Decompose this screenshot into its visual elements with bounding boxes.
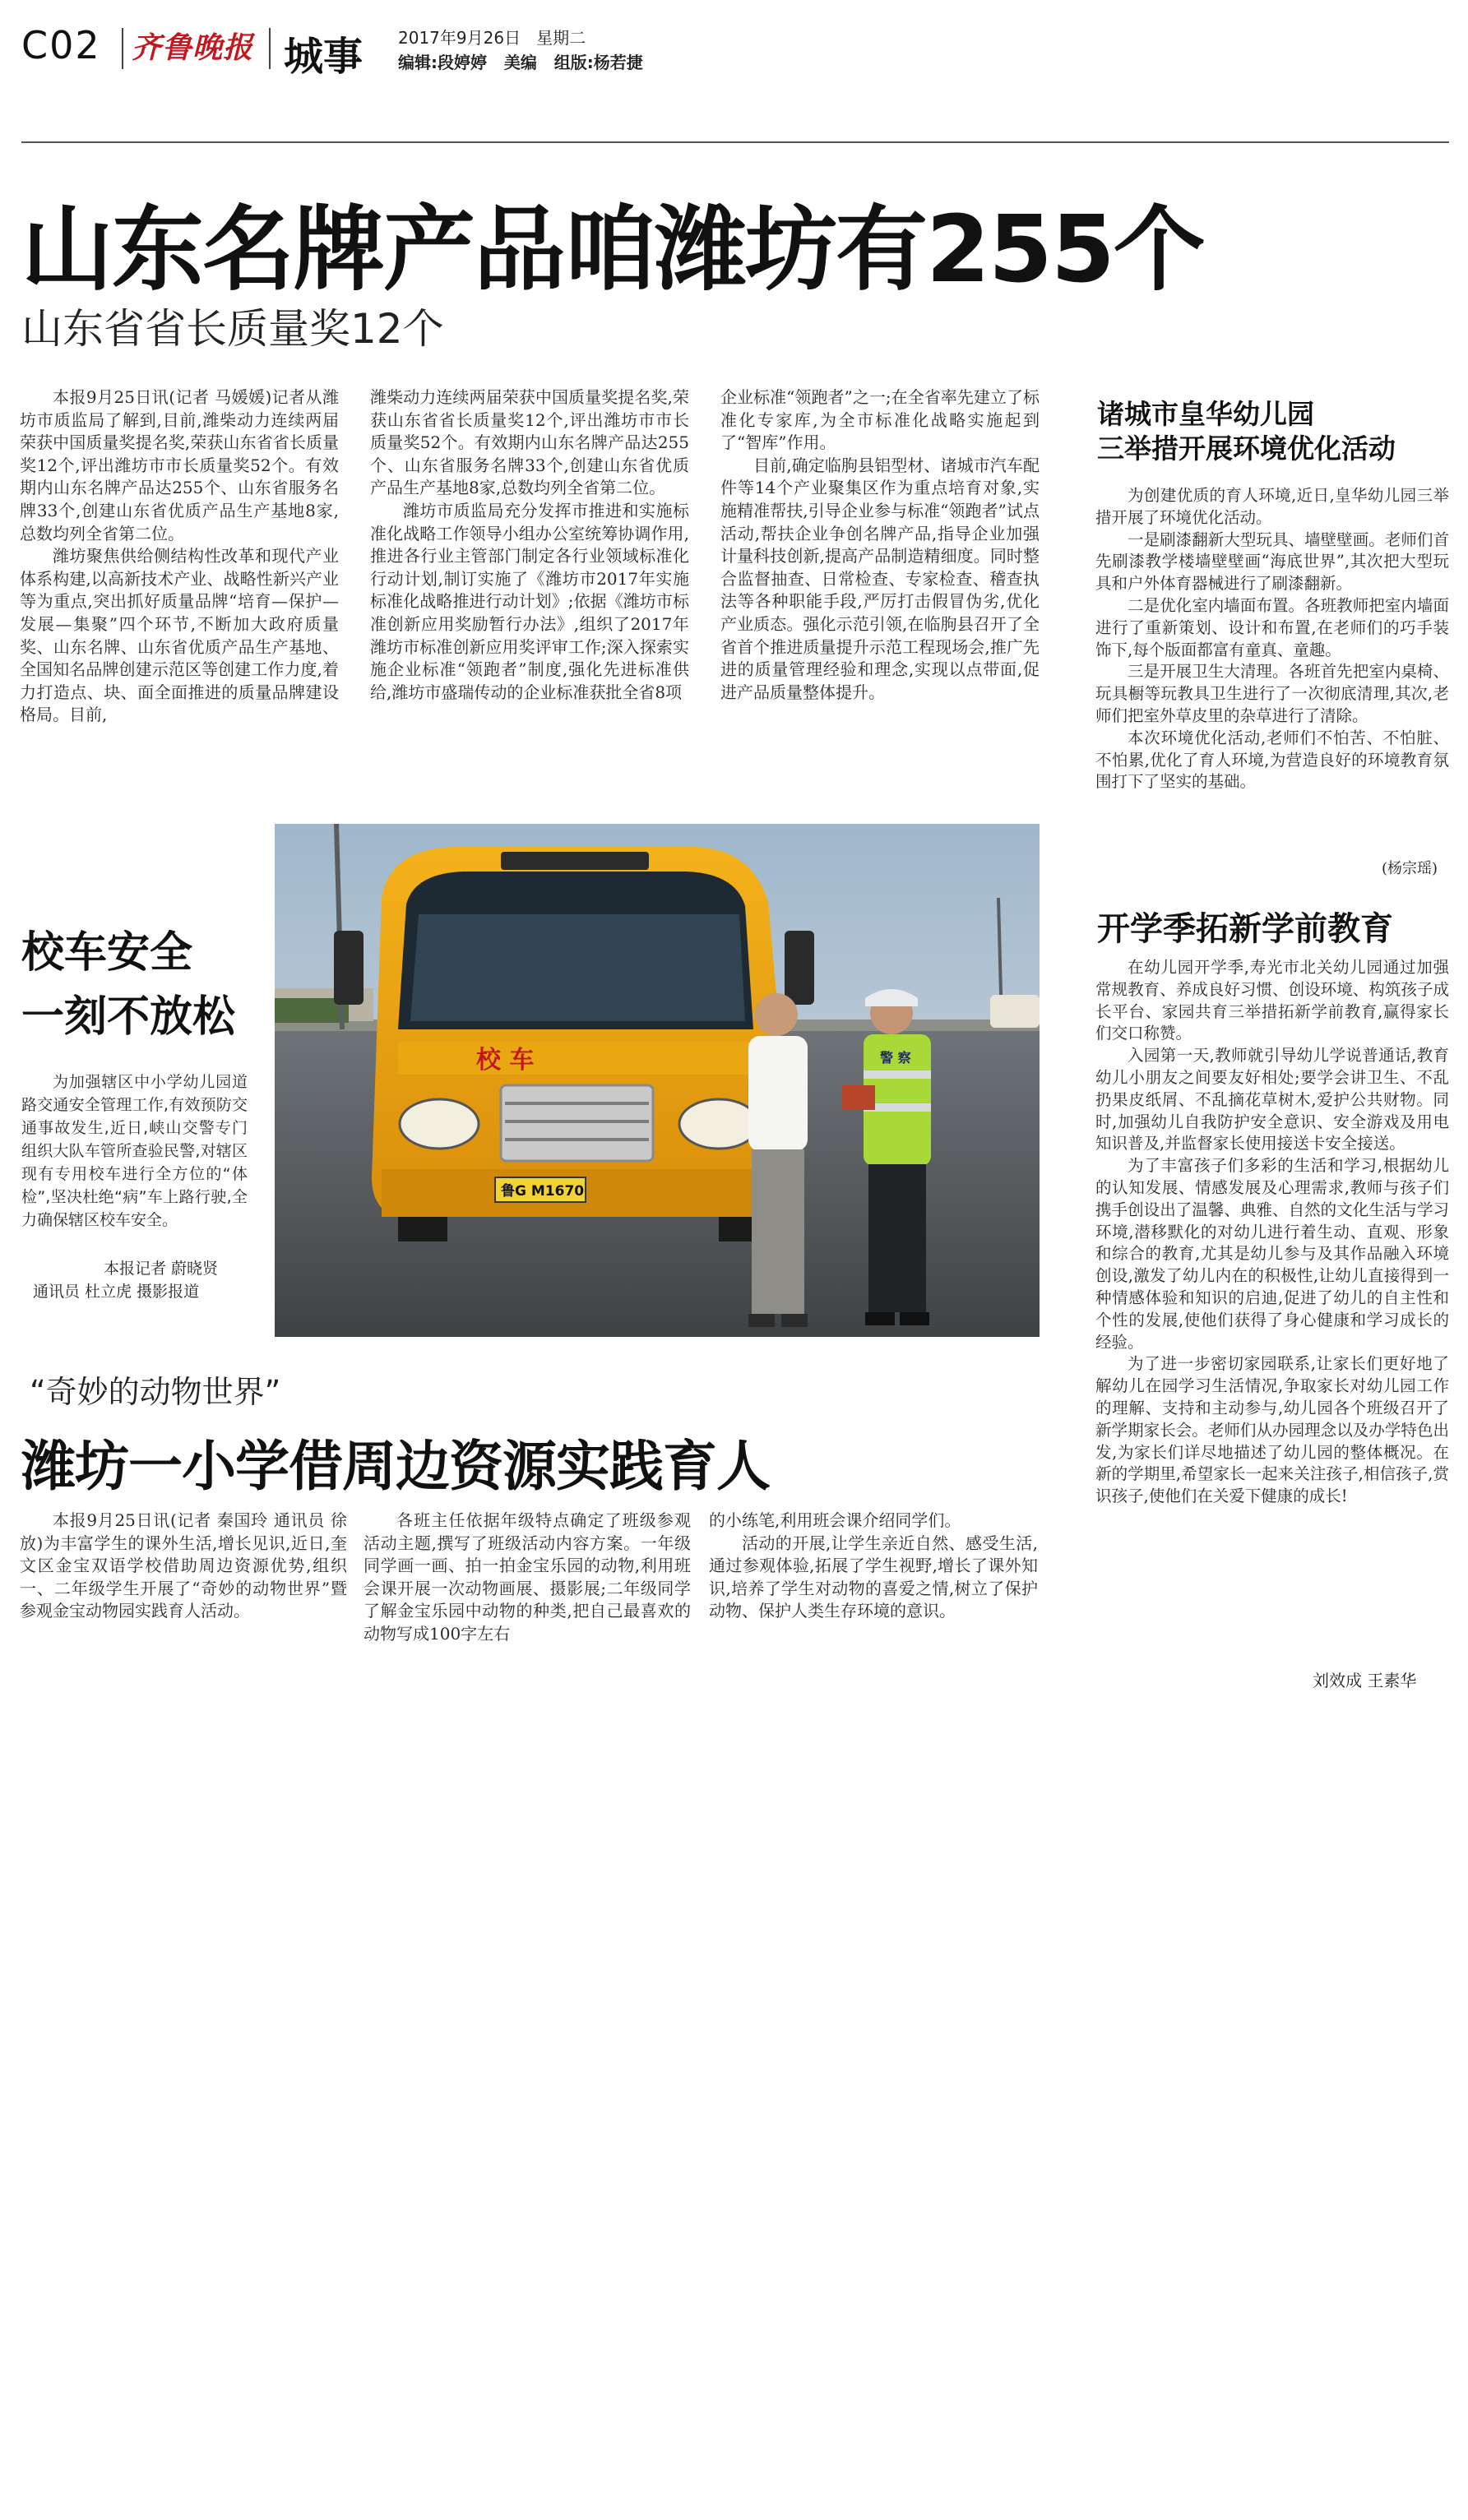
preschool-byline: 刘效成 王素华 bbox=[1313, 1671, 1417, 1690]
zhucheng-p3: 二是优化室内墙面布置。各班教师把室内墙面进行了重新策划、设计和布置,在老师们的巧手装饰下,每个版面都富有童真、童趣。 bbox=[1095, 595, 1449, 659]
animal-col-3 bbox=[709, 1510, 1038, 1623]
masthead-divider bbox=[122, 28, 123, 69]
lead-subheadline: 山东省省长质量奖12个 bbox=[21, 305, 444, 353]
distant-van bbox=[990, 995, 1040, 1028]
lead-p5: 企业标准“领跑者”之一;在全省率先建立了标准化专家库,为全市标准化战略实施起到了“智库”作用。 bbox=[720, 387, 1040, 453]
preschool-p1: 在幼儿园开学季,寿光市北关幼儿园通过加强常规教育、养成良好习惯、创设环境、构筑孩子成长平台、家园共育三举措拓新学前教育,赢得家长们交口称赞。 bbox=[1095, 958, 1449, 1043]
date: 2017年9月26日 bbox=[398, 28, 521, 48]
weekday: 星期二 bbox=[536, 28, 586, 48]
masthead-divider-2 bbox=[269, 28, 271, 69]
preschool-p2: 入园第一天,教师就引导幼儿学说普通话,教育幼儿小朋友之间要友好相处;要学会讲卫生、不乱扔果皮纸屑、不乱摘花草树木,爱护公共财物。同时,加强幼儿自我防护安全意识、安全游戏及用电知识普及,并监督家长使用接送卡安全接送。 bbox=[1095, 1046, 1449, 1154]
zhucheng-p5: 本次环境优化活动,老师们不怕苦、不怕脏、不怕累,优化了育人环境,为营造良好的环境教育氛围打下了坚实的基础。 bbox=[1095, 728, 1449, 792]
lead-p6: 目前,确定临朐县铝型材、诸城市汽车配件等14个产业聚集区作为重点培育对象,实施精准帮扶,引导企业参与标准“领跑者”试点活动,帮扶企业争创名牌产品,指导企业加强计量科技创新,提高产品制造精细度。同时整合监督抽查、日常检查、专家检查、稽查执法等各种职能手段,严厉打击假冒伪劣,优化产业质态。强化示范引领,在临朐县召开了全省首个推进质量提升示范工程现场会,推广先进的质量管理经验和理念,实现以点带面,促进产品质量整体提升。 bbox=[720, 455, 1040, 702]
zhucheng-headline-2: 三举措开展环境优化活动 bbox=[1097, 432, 1396, 465]
zhucheng-byline: (杨宗瑶) bbox=[1382, 860, 1438, 877]
bus-byline-1: 本报记者 蔚晓贤 bbox=[104, 1260, 219, 1278]
animal-p4: 活动的开展,让学生亲近自然、感受生活,通过参观体验,拓展了学生视野,增长了课外知识,培养了学生对动物的喜爱之情,树立了保护动物、保护人类生存环境的意识。 bbox=[709, 1533, 1038, 1621]
preschool-body bbox=[1095, 957, 1449, 1508]
lead-p4: 潍坊市质监局充分发挥市推进和实施标准化战略工作领导小组办公室统筹协调作用,推进各行业主管部门制定各行业领域标准化行动计划,制订实施了《潍坊市2017年实施标准化战略推进行动计划》;依据《潍坊市标准创新应用奖励暂行办法》,组织了2017年潍坊市标准创新应用奖评审工作;深入探索实施企业标准“领跑者”制度,强化先进标准供给,潍坊市盛瑞传动的企业标准获批全省8项 bbox=[370, 500, 689, 702]
lead-col-1 bbox=[20, 386, 339, 727]
lead-p1: 本报9月25日讯(记者 马媛媛)记者从潍坊市质监局了解到,目前,潍柴动力连续两届荣获中国质量奖提名奖,荣获山东省省长质量奖12个,评出潍坊市市长质量奖52个。有效期内山东名牌产品达255个、山东省服务名牌33个,创建山东省优质产品生产基地8家,总数均列全省第二位。 bbox=[20, 387, 339, 543]
bus-text bbox=[21, 1070, 248, 1232]
zhucheng-p4: 三是开展卫生大清理。各班首先把室内桌椅、玩具橱等玩教具卫生进行了一次彻底清理,其次,老师们把室外草皮里的杂草进行了清除。 bbox=[1095, 662, 1449, 725]
animal-p2: 各班主任依据年级特点确定了班级参观活动主题,撰写了班级活动内容方案。一年级同学画一画、拍一拍金宝乐园的动物,利用班会课开展一次动物画展、摄影展;二年级同学了解金宝乐园中动物的种类,把自己最喜欢的动物写成100字左右 bbox=[364, 1510, 691, 1644]
masthead-rule bbox=[21, 141, 1449, 143]
bus-paragraph: 为加强辖区中小学幼儿园道路交通安全管理工作,有效预防交通事故发生,近日,峡山交警专门组织大队车管所查验民警,对辖区现有专用校车进行全方位的“体检”,坚决杜绝“病”车上路行驶,全力确保辖区校车安全。 bbox=[21, 1073, 248, 1229]
zhucheng-p1: 为创建优质的育人环境,近日,皇华幼儿园三举措开展了环境优化活动。 bbox=[1095, 486, 1449, 527]
school-bus bbox=[334, 847, 814, 1242]
issue-date bbox=[398, 25, 586, 49]
bus-sign-text: 校 车 bbox=[476, 1046, 535, 1075]
animal-headline: 潍坊一小学借周边资源实践育人 bbox=[21, 1435, 770, 1498]
license-plate: 鲁G M1670 bbox=[501, 1183, 585, 1200]
bus-byline-2: 通讯员 杜立虎 摄影报道 bbox=[33, 1283, 200, 1301]
bus-headline-1: 校车安全 bbox=[21, 928, 193, 978]
preschool-p4: 为了进一步密切家园联系,让家长们更好地了解幼儿在园学习生活情况,争取家长对幼儿园工作的理解、支持和主动参与,幼儿园各个班级召开了新学期家长会。老师们从办园理念以及办学特色出发,为家长们详尽地描述了幼儿园的整体概况。在新的学期里,希望家长一起来关注孩子,相信孩子,赏识孩子,使他们在关爱下健康的成长! bbox=[1095, 1354, 1449, 1506]
zhucheng-headline-1: 诸城市皇华幼儿园 bbox=[1097, 398, 1314, 430]
preschool-p3: 为了丰富孩子们多彩的生活和学习,根据幼儿的认知发展、情感发展及心理需求,教师与孩子们携手创设出了温馨、典雅、自然的文化生活与学习环境,潜移默化的对幼儿进行着生动、直观、形象和综合的教育,尤其是幼儿参与及其作品融入环境创设,激发了幼儿内在的积极性,让幼儿直接得到一种情感体验和知识的启迪,促进了幼儿的自主性和个性的发展,使他们获得了身心健康和学习成长的经验。 bbox=[1095, 1156, 1449, 1352]
zhucheng-p2: 一是刷漆翻新大型玩具、墙壁壁画。老师们首先刷漆教学楼墙壁壁画“海底世界”,其次把大型玩具和户外体育器械进行了刷漆翻新。 bbox=[1095, 529, 1449, 594]
vest-text: 警 察 bbox=[880, 1050, 911, 1066]
page-number: C02 bbox=[21, 23, 101, 67]
animal-col-1 bbox=[20, 1510, 347, 1623]
school-bus-photo-svg bbox=[275, 824, 1040, 1337]
lead-p3: 潍柴动力连续两届荣获中国质量奖提名奖,荣获山东省省长质量奖12个,评出潍坊市市长质量奖52个。有效期内山东名牌产品达255个、山东省服务名牌33个,创建山东省优质产品生产基地8家,总数均列全省第二位。 bbox=[370, 387, 689, 498]
editor-credits: 编辑:段婷婷 美编 组版:杨若捷 bbox=[398, 53, 643, 72]
lead-p2: 潍坊聚焦供给侧结构性改革和现代产业体系构建,以高新技术产业、战略性新兴产业等为重点,突出抓好质量品牌“培育—保护—发展—集聚”四个环节,不断加大政府质量奖、山东名牌、山东省优质产品生产基地、全国知名品牌创建示范区等创建工作力度,着力打造点、块、面全面推进的质量品牌建设格局。目前, bbox=[20, 546, 339, 725]
animal-p3: 的小练笔,利用班会课介绍同学们。 bbox=[709, 1510, 961, 1530]
school-bus-photo bbox=[275, 824, 1040, 1337]
lead-col-2 bbox=[370, 386, 689, 704]
lead-col-3 bbox=[720, 386, 1040, 704]
animal-kicker: “奇妙的动物世界” bbox=[30, 1374, 281, 1410]
paper-logo: 齐鲁晚报 bbox=[132, 30, 254, 65]
animal-col-2 bbox=[364, 1510, 691, 1646]
lead-headline: 山东名牌产品咱潍坊有255个 bbox=[21, 197, 1204, 303]
zhucheng-body bbox=[1095, 485, 1449, 793]
section-title: 城事 bbox=[284, 34, 364, 80]
preschool-headline: 开学季拓新学前教育 bbox=[1097, 910, 1393, 948]
animal-p1: 本报9月25日讯(记者 秦国玲 通讯员 徐放)为丰富学生的课外生活,增长见识,近日,奎文区金宝双语学校借助周边资源优势,组织一、二年级学生开展了“奇妙的动物世界”暨参观金宝动物园实践育人活动。 bbox=[20, 1510, 347, 1621]
inspector-civilian bbox=[748, 993, 808, 1327]
bus-headline-2: 一刻不放松 bbox=[21, 992, 236, 1042]
